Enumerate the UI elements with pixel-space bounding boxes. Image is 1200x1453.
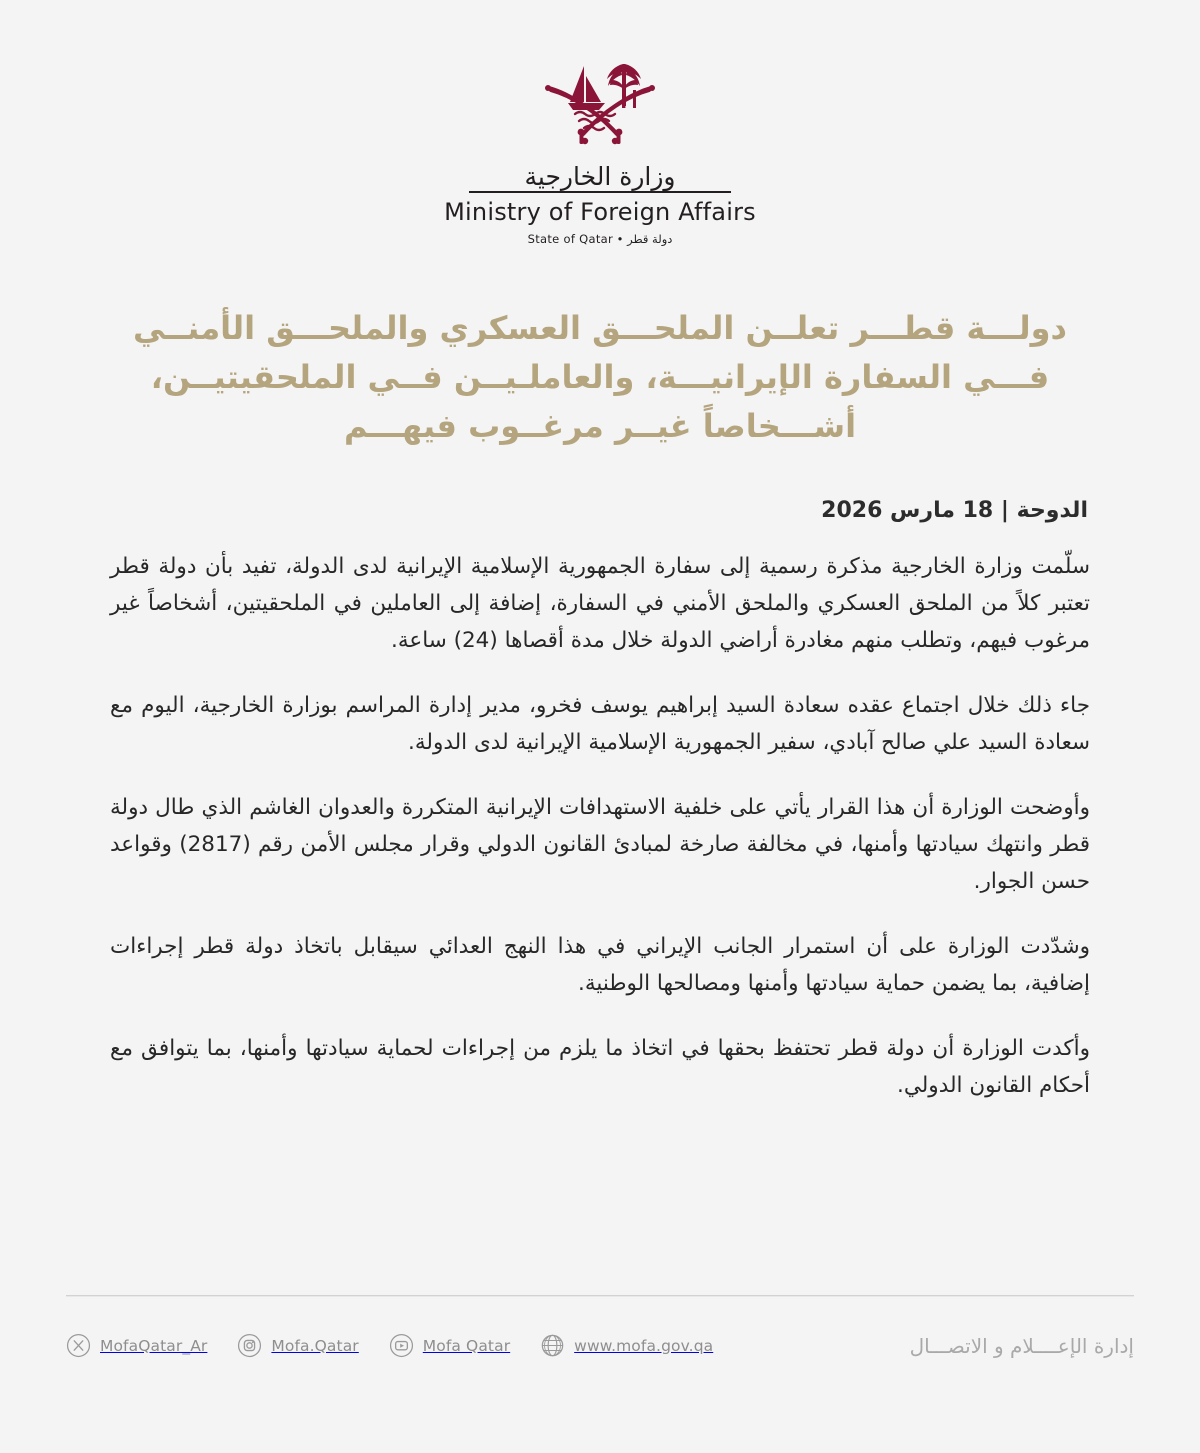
page-title: دولـــة قطـــر تعلــن الملحـــق العسكري والملحـــق الأمنــي فـــي السفارة الإيرانيـــة، والعاملـيــن فــي الملحقيتيــن، أشـــخاصاً غيــر مرغــوب فيهـــم [133,309,1067,445]
paragraph: وشدّدت الوزارة على أن استمرار الجانب الإيراني في هذا النهج العدائي سيقابل باتخاذ دولة قطر إجراءات إضافية، بما يضمن حماية سيادتها وأمنها ومصالحها الوطنية. [110,933,1090,996]
social-label: Mofa Qatar [422,1336,511,1355]
instagram-icon [237,1333,262,1358]
social-link-x[interactable] [66,1333,207,1358]
ministry-name-arabic: وزارة الخارجية [524,162,676,191]
paragraph: وأكدت الوزارة أن دولة قطر تحتفظ بحقها في اتخاذ ما يلزم من إجراءات لحماية سيادتها وأمنها، بما يتوافق مع أحكام القانون الدولي. [110,1035,1090,1098]
document-header [0,0,1200,246]
social-links [66,1333,713,1358]
globe-icon [540,1333,565,1358]
statement-body [110,549,1090,1105]
ministry-wordmark [444,162,756,247]
document-footer [0,1285,1200,1453]
social-label: MofaQatar_Ar [100,1336,208,1355]
social-label: www.mofa.gov.qa [574,1336,714,1355]
wordmark-rule [469,191,731,193]
paragraph: سلّمت وزارة الخارجية مذكرة رسمية إلى سفارة الجمهورية الإسلامية الإيرانية لدى الدولة، تفيد بأن دولة قطر تعتبر كلاً من الملحق العسكري والملحق الأمني في السفارة، إضافة إلى العاملين في الملحقيتين، أشخاصاً غير مرغوب فيهم، وتطلب منهم مغادرة أراضي الدولة خلال مدة أقصاها (24) ساعة. [110,554,1090,654]
x-twitter-icon [66,1333,91,1358]
social-link-instagram[interactable] [237,1333,358,1358]
social-link-website[interactable] [540,1333,713,1358]
dateline: الدوحة | 18 مارس 2026 [821,498,1088,524]
footer-divider [66,1295,1134,1296]
ministry-name-english: Ministry of Foreign Affairs [444,198,756,227]
social-link-youtube[interactable] [389,1333,510,1358]
paragraph: جاء ذلك خلال اجتماع عقده سعادة السيد إبراهيم يوسف فخرو، مدير إدارة المراسم بوزارة الخارجية، اليوم مع سعادة السيد علي صالح آبادي، سفير الجمهورية الإسلامية الإيرانية لدى الدولة. [110,693,1090,755]
qatar-state-emblem-icon [535,46,665,158]
paragraph: وأوضحت الوزارة أن هذا القرار يأتي على خلفية الاستهدافات الإيرانية المتكررة والعدوان الغاشم الذي طال دولة قطر وانتهك سيادتها وأمنها، في مخالفة صارخة لمبادئ القانون الدولي وقرار مجلس الأمن رقم (2817) وقواعد حسن الجوار. [110,794,1090,894]
media-department-label: إدارة الإعــــلام و الاتصـــال [909,1333,1134,1358]
state-of-qatar-line: دولة قطر • State of Qatar [527,232,673,247]
youtube-icon [389,1333,414,1358]
social-label: Mofa.Qatar [271,1336,359,1355]
